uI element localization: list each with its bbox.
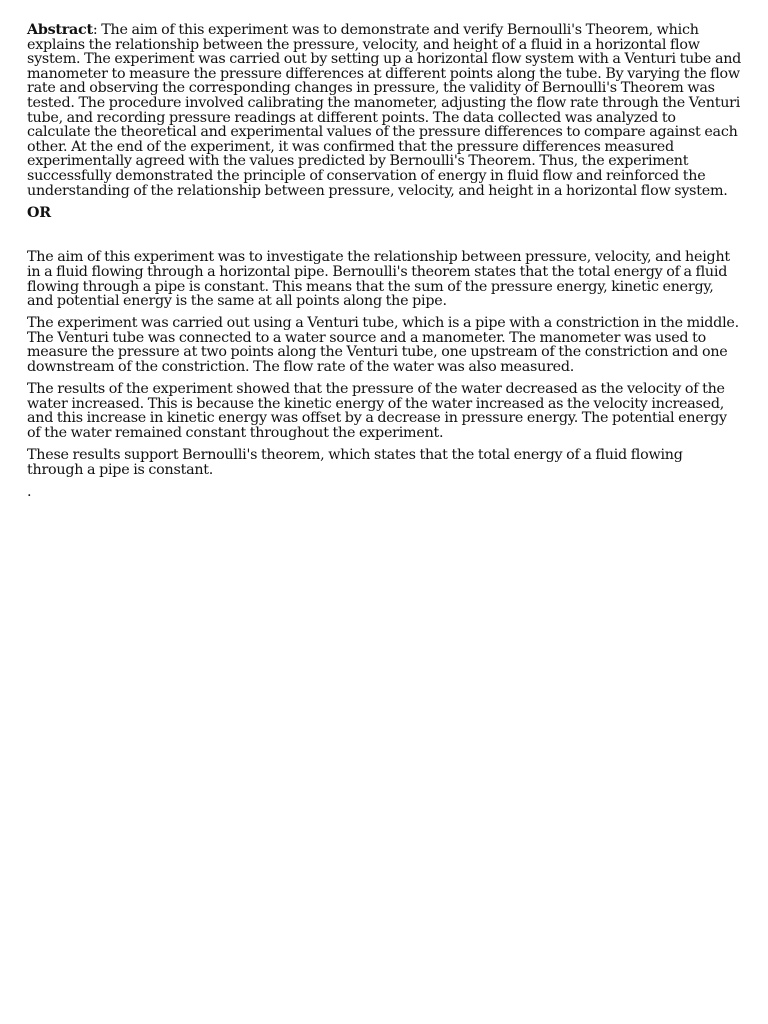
trailing-period: . [27, 484, 32, 500]
blank-line [27, 220, 742, 250]
or-separator: OR [27, 204, 51, 221]
abstract-text: : The aim of this experiment was to demonstrate and verify Bernoulli's Theorem, which explains the relationship between the pressure, velocity, and height of a fluid in a horizontal flow system. The experiment was carried out by setting up a horizontal flow system with a Venturi tube and manometer to measure the pressure differences at different points along the tube. By varying the flow rate and observing the corresponding changes in pressure, the validity of Bernoulli's Theorem was tested. The procedure involved calibrating the manometer, adjusting the flow rate through the Venturi tube, and recording pressure readings at different points. The data collected was analyzed to calculate the theoretical and experimental values of the pressure differences to compare against each other. At the end of the experiment, it was confirmed that the pressure differences measured experimentally agreed with the values predicted by Bernoulli's Theorem. Thus, the experiment successfully demonstrated the principle of conservation of energy in fluid flow and reinforced the understanding of the relationship between pressure, velocity, and height in a horizontal flow system. [27, 22, 742, 199]
abstract-paragraph [27, 23, 742, 198]
body-paragraph-2: The experiment was carried out using a Venturi tube, which is a pipe with a constriction in the middle. The Venturi tube was connected to a water source and a manometer. The manometer was used to measure the pressure at two points along the Venturi tube, one upstream of the constriction and one downstream of the constriction. The flow rate of the water was also measured. [27, 315, 739, 376]
body-paragraph-1: The aim of this experiment was to investigate the relationship between pressure, velocity, and height in a fluid flowing through a horizontal pipe. Bernoulli's theorem states that the total energy of a fluid flowing through a pipe is constant. This means that the sum of the pressure energy, kinetic energy, and potential energy is the same at all points along the pipe. [27, 249, 730, 310]
abstract-label: Abstract [27, 22, 93, 38]
body-paragraph-3: The results of the experiment showed that the pressure of the water decreased as the velocity of the water increased. This is because the kinetic energy of the water increased as the velocity increased, and this increase in kinetic energy was offset by a decrease in pressure energy. The potential energy of the water remained constant throughout the experiment. [27, 381, 727, 442]
body-paragraph-4: These results support Bernoulli's theorem, which states that the total energy of a fluid flowing through a pipe is constant. [27, 447, 683, 478]
